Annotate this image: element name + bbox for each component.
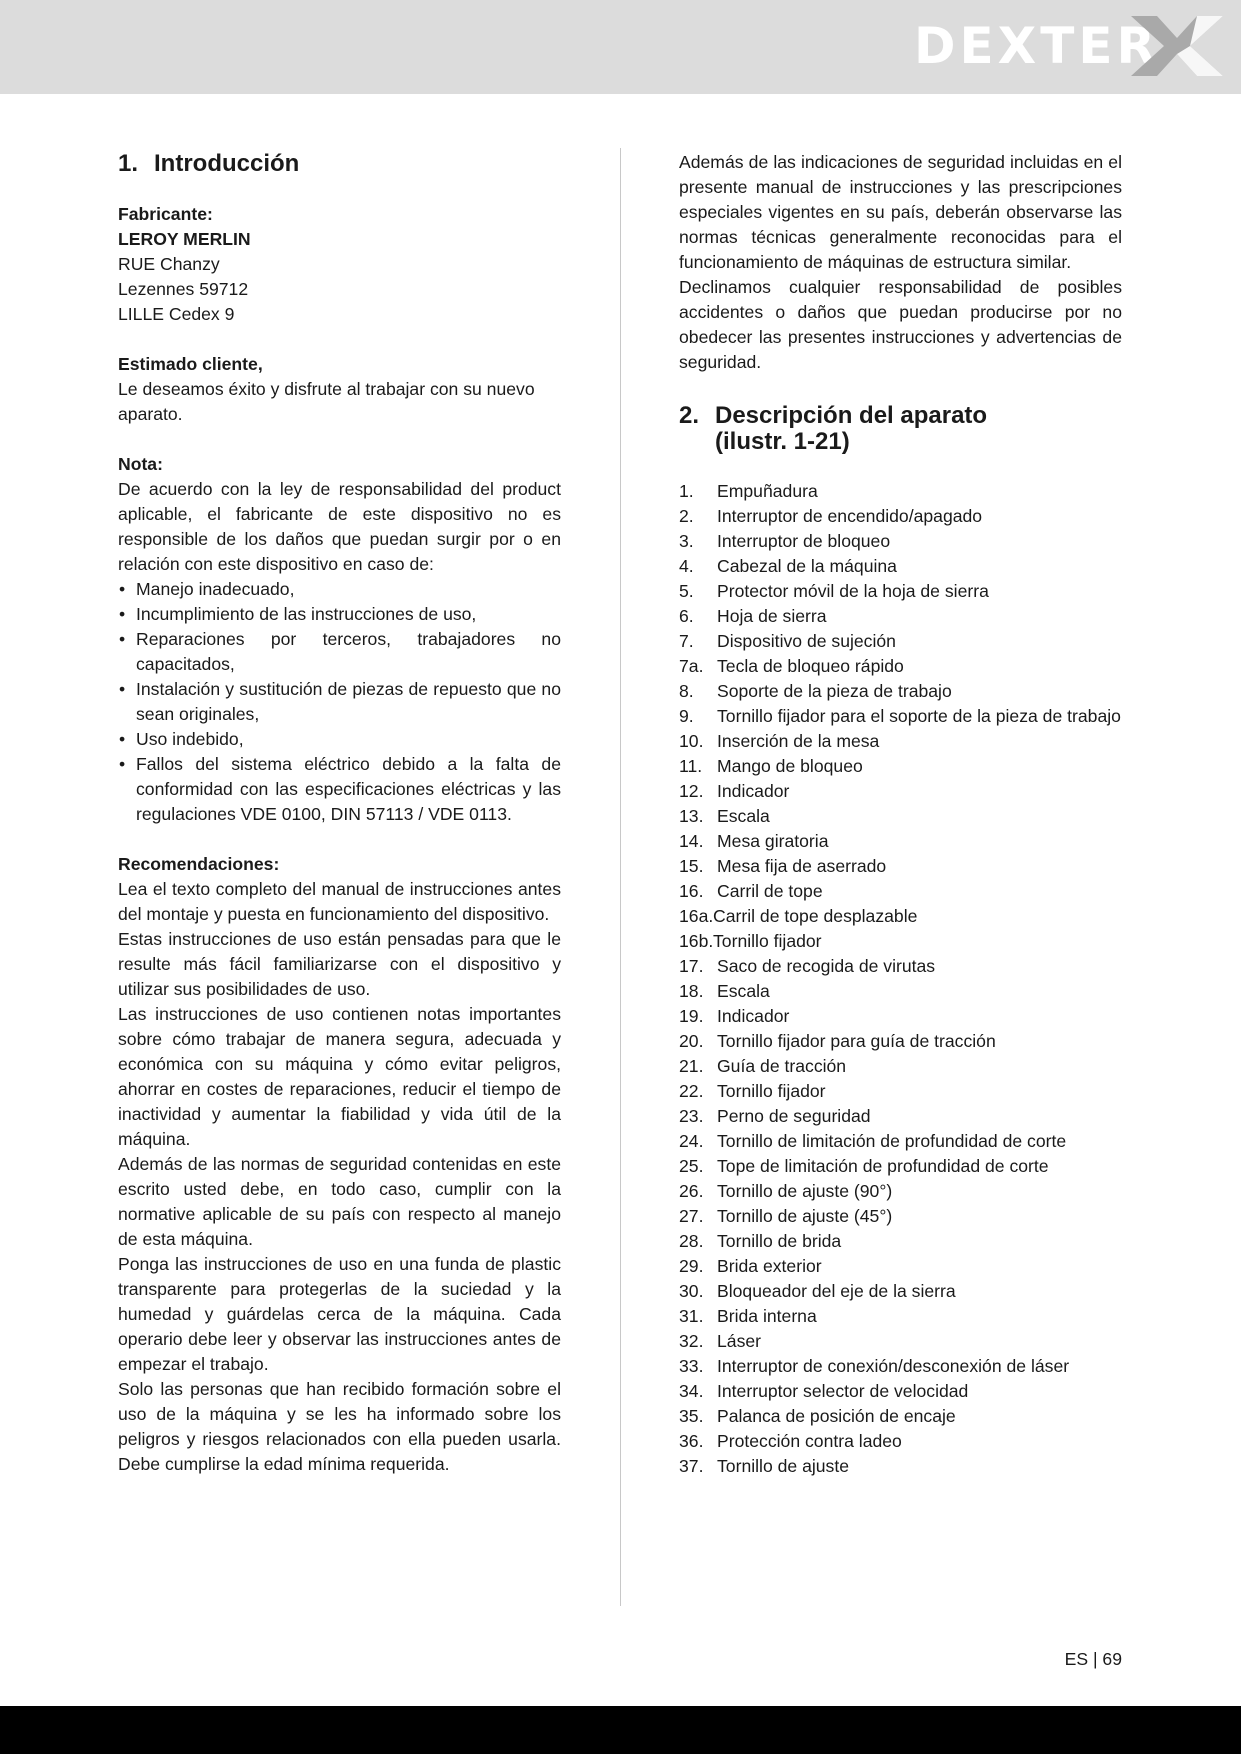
part-label: Tornillo fijador [717,1081,826,1101]
part-label: Guía de tracción [717,1056,847,1076]
part-item [679,1379,1122,1404]
part-item [679,479,1122,504]
header-band [0,0,1241,94]
part-number: 33. [679,1356,704,1376]
part-item [679,804,1122,829]
part-number: 2. [679,506,694,526]
part-item [679,1354,1122,1379]
part-number: 36. [679,1431,704,1451]
part-number: 24. [679,1131,704,1151]
part-item [679,579,1122,604]
part-label: Tornillo fijador [713,931,822,951]
part-item [679,654,1122,679]
part-label: Hoja de sierra [717,606,827,626]
part-label: Láser [717,1331,762,1351]
part-label: Indicador [717,781,790,801]
part-label: Interruptor de conexión/desconexión de láser [717,1356,1070,1376]
part-item [679,1229,1122,1254]
part-number: 7a. [679,656,704,676]
part-item [679,554,1122,579]
part-label: Carril de tope desplazable [713,906,918,926]
recommendation-paragraph: Solo las personas que han recibido formación sobre el uso de la máquina y se les ha informado sobre los peligros y riesgos relacionados con ella pueden usarla. Debe cumplirse la edad mínima requerida. [118,1379,561,1474]
part-label: Mango de bloqueo [717,756,863,776]
part-item [679,1129,1122,1154]
section-1-number: 1. [118,150,139,177]
part-number: 9. [679,706,694,726]
safety-paragraph: Además de las indicaciones de seguridad incluidas en el presente manual de instrucciones y las prescripciones especiales vigentes en su país, deberán observarse las normas técnicas generalmente reconocidas para el funcionamiento de máquinas de estructura similar. [679,152,1122,272]
part-item [679,1179,1122,1204]
address-line-3: LILLE Cedex 9 [118,304,235,324]
right-column [679,150,1122,1479]
part-item [679,1154,1122,1179]
part-label: Protección contra ladeo [717,1431,902,1451]
part-item [679,854,1122,879]
page-number: ES | 69 [1064,1649,1122,1669]
part-label: Tornillo de limitación de profundidad de corte [717,1131,1067,1151]
part-number: 35. [679,1406,704,1426]
section-2-subtitle: (ilustr. 1-21) [715,428,850,455]
section-2-heading [679,403,1122,455]
list-item: • Instalación y sustitución de piezas de repuesto que no sean originales, [118,677,561,727]
part-number: 12. [679,781,704,801]
part-item [679,704,1122,729]
part-label: Perno de seguridad [717,1106,871,1126]
note-text: De acuerdo con la ley de responsabilidad del product aplicable, el fabricante de este dispositivo no es responsible de los daños que puedan surgir por o en relación con este dispositivo en caso de: [118,479,561,574]
part-label: Tope de limitación de profundidad de corte [717,1156,1049,1176]
part-number: 6. [679,606,694,626]
part-item [679,1454,1122,1479]
footer-band [0,1706,1241,1754]
disclaimer-paragraph: Declinamos cualquier responsabilidad de posibles accidentes o daños que puedan producirse por no obedecer las presentes instrucciones y advertencias de seguridad. [679,277,1122,372]
brand-x-mark [1131,16,1223,76]
part-label: Dispositivo de sujeción [717,631,896,651]
part-label: Tornillo fijador para guía de tracción [717,1031,996,1051]
part-label: Tecla de bloqueo rápido [717,656,904,676]
part-number: 5. [679,581,694,601]
part-label: Brida interna [717,1306,817,1326]
list-item: • Fallos del sistema eléctrico debido a la falta de conformidad con las especificaciones eléctricas y las regulaciones VDE 0100, DIN 57113 / VDE 0113. [118,752,561,827]
part-number: 21. [679,1056,704,1076]
left-column [118,150,561,1477]
part-label: Inserción de la mesa [717,731,880,751]
greeting-label: Estimado cliente, [118,354,263,374]
part-item [679,1254,1122,1279]
part-label: Protector móvil de la hoja de sierra [717,581,989,601]
part-item [679,829,1122,854]
part-number: 4. [679,556,694,576]
part-number: 7. [679,631,694,651]
recommendations-label: Recomendaciones: [118,854,280,874]
part-item [679,1079,1122,1104]
list-item: • Uso indebido, [118,727,561,752]
part-label: Tornillo fijador para el soporte de la pieza de trabajo [717,706,1121,726]
note-label: Nota: [118,454,163,474]
part-label: Tornillo de ajuste [717,1456,850,1476]
part-item [679,979,1122,1004]
part-label: Indicador [717,1006,790,1026]
part-label: Mesa fija de aserrado [717,856,887,876]
part-item [679,529,1122,554]
part-label: Empuñadura [717,481,818,501]
part-label: Mesa giratoria [717,831,829,851]
liability-list [118,577,561,827]
recommendation-paragraph: Además de las normas de seguridad contenidas en este escrito usted debe, en todo caso, cumplir con la normative aplicable de su país con respecto al manejo de esta máquina. [118,1154,561,1249]
part-number: 8. [679,681,694,701]
part-item [679,1104,1122,1129]
manufacturer-label: Fabricante: [118,204,213,224]
part-number: 11. [679,756,703,776]
part-number: 31. [679,1306,704,1326]
part-item [679,1054,1122,1079]
part-label: Tornillo de brida [717,1231,842,1251]
part-item [679,629,1122,654]
part-item [679,1404,1122,1429]
part-label: Escala [717,981,770,1001]
section-1-title: Introducción [154,150,300,177]
part-item [679,779,1122,804]
recommendation-paragraph: Lea el texto completo del manual de instrucciones antes del montaje y puesta en funcionamiento del dispositivo. [118,879,561,924]
part-item [679,929,1122,954]
section-2-title: Descripción del aparato [715,402,988,429]
recommendation-paragraph: Las instrucciones de uso contienen notas importantes sobre cómo trabajar de manera segura, adecuada y económica con su máquina y cómo evitar peligros, ahorrar en costes de reparaciones, reducir el tiempo de inactividad y aumentar la fiabilidad y vida útil de la máquina. [118,1004,561,1149]
part-item [679,754,1122,779]
part-label: Interruptor selector de velocidad [717,1381,969,1401]
column-divider [620,148,621,1606]
part-number: 17. [679,956,704,976]
part-label: Escala [717,806,770,826]
brand-logo-text: DEXTER [914,17,1159,75]
greeting-text: Le deseamos éxito y disfrute al trabajar con su nuevo aparato. [118,379,535,424]
list-item: • Manejo inadecuado, [118,577,561,602]
part-number: 23. [679,1106,704,1126]
part-label: Bloqueador del eje de la sierra [717,1281,956,1301]
part-label: Brida exterior [717,1256,822,1276]
list-item: • Incumplimiento de las instrucciones de uso, [118,602,561,627]
part-number: 10. [679,731,704,751]
part-label: Carril de tope [717,881,823,901]
part-label: Cabezal de la máquina [717,556,897,576]
list-item: • Reparaciones por terceros, trabajadores no capacitados, [118,627,561,677]
part-item [679,604,1122,629]
part-item [679,1004,1122,1029]
part-number: 34. [679,1381,704,1401]
parts-list [679,479,1122,1479]
part-number: 32. [679,1331,704,1351]
part-number: 29. [679,1256,704,1276]
part-number: 20. [679,1031,704,1051]
part-number: 16b. [679,931,714,951]
part-label: Interruptor de encendido/apagado [717,506,983,526]
part-item [679,1279,1122,1304]
part-item [679,679,1122,704]
address-line-2: Lezennes 59712 [118,279,249,299]
part-number: 25. [679,1156,704,1176]
part-number: 1. [679,481,694,501]
part-label: Tornillo de ajuste (45°) [717,1206,893,1226]
recommendation-paragraph: Estas instrucciones de uso están pensadas para que le resulte más fácil familiarizarse con el dispositivo y utilizar sus posibilidades de uso. [118,929,561,999]
part-label: Palanca de posición de encaje [717,1406,956,1426]
part-number: 14. [679,831,704,851]
part-number: 15. [679,856,704,876]
part-item [679,729,1122,754]
part-item [679,1304,1122,1329]
part-number: 19. [679,1006,704,1026]
part-number: 30. [679,1281,704,1301]
part-number: 18. [679,981,704,1001]
part-number: 13. [679,806,704,826]
part-item [679,1204,1122,1229]
part-number: 28. [679,1231,704,1251]
part-number: 16a. [679,906,714,926]
part-number: 27. [679,1206,704,1226]
part-item [679,504,1122,529]
part-label: Tornillo de ajuste (90°) [717,1181,893,1201]
part-item [679,1029,1122,1054]
part-label: Soporte de la pieza de trabajo [717,681,952,701]
part-item [679,1429,1122,1454]
address-line-1: RUE Chanzy [118,254,220,274]
part-number: 26. [679,1181,704,1201]
part-number: 3. [679,531,694,551]
section-2-number: 2. [679,402,700,429]
part-number: 16. [679,881,704,901]
part-item [679,1329,1122,1354]
section-1-heading [118,150,561,178]
manufacturer-name: LEROY MERLIN [118,229,251,249]
part-item [679,904,1122,929]
part-item [679,879,1122,904]
brand-logo [914,14,1223,78]
recommendation-paragraph: Ponga las instrucciones de uso en una funda de plastic transparente para protegerlas de la suciedad y la humedad y guárdelas cerca de la máquina. Cada operario debe leer y observar las instrucciones antes de empezar el trabajo. [118,1254,561,1374]
part-label: Interruptor de bloqueo [717,531,891,551]
part-label: Saco de recogida de virutas [717,956,936,976]
part-number: 22. [679,1081,704,1101]
part-item [679,954,1122,979]
part-number: 37. [679,1456,704,1476]
